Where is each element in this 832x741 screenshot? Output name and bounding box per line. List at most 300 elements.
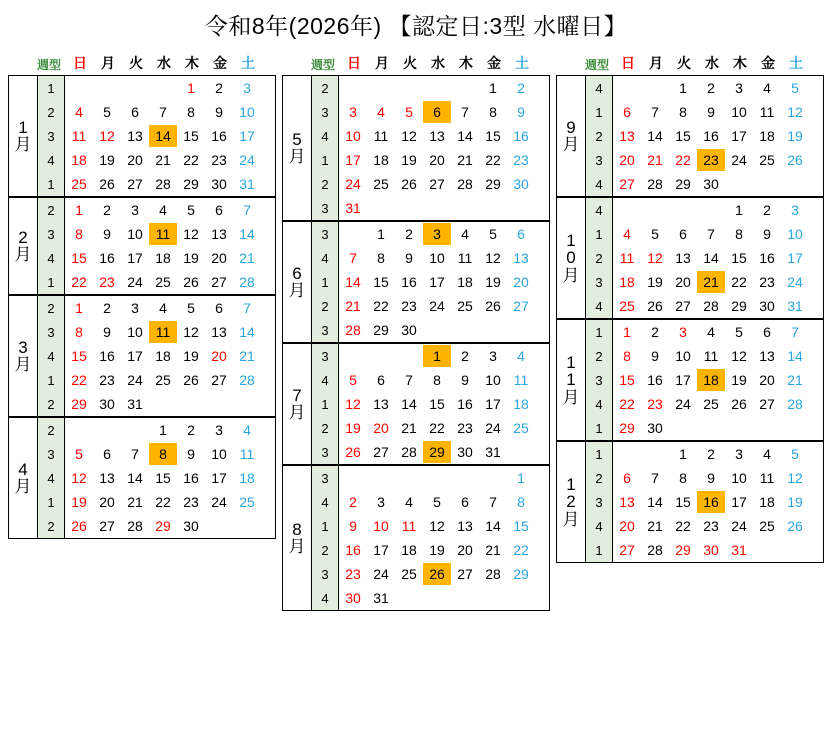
day-cell[interactable]: 16 bbox=[759, 250, 775, 266]
day-cell[interactable]: 13 bbox=[675, 250, 691, 266]
day-cell[interactable]: 20 bbox=[211, 250, 227, 266]
day-cell[interactable]: 3 bbox=[791, 202, 799, 218]
day-cell[interactable]: 27 bbox=[429, 176, 445, 192]
day-cell[interactable]: 15 bbox=[731, 250, 747, 266]
day-cell[interactable]: 10 bbox=[127, 324, 143, 340]
day-cell[interactable]: 17 bbox=[731, 128, 747, 144]
day-cell[interactable]: 23 bbox=[345, 566, 361, 582]
day-cell[interactable]: 4 bbox=[159, 202, 167, 218]
day-cell[interactable]: 24 bbox=[787, 274, 803, 290]
day-cell[interactable]: 29 bbox=[373, 322, 389, 338]
day-cell[interactable]: 21 bbox=[647, 518, 663, 534]
day-cell[interactable]: 20 bbox=[127, 152, 143, 168]
day-cell[interactable]: 28 bbox=[127, 518, 143, 534]
day-cell[interactable]: 11 bbox=[759, 470, 775, 486]
day-cell[interactable]: 23 bbox=[703, 518, 719, 534]
day-cell[interactable]: 28 bbox=[787, 396, 803, 412]
day-cell[interactable]: 14 bbox=[127, 470, 143, 486]
day-cell[interactable]: 10 bbox=[675, 348, 691, 364]
day-cell[interactable]: 8 bbox=[623, 348, 631, 364]
day-cell[interactable]: 3 bbox=[215, 422, 223, 438]
day-cell[interactable]: 1 bbox=[735, 202, 743, 218]
day-cell[interactable]: 31 bbox=[345, 200, 361, 216]
day-cell-marked[interactable]: 16 bbox=[697, 491, 725, 513]
day-cell[interactable]: 7 bbox=[461, 104, 469, 120]
day-cell[interactable]: 3 bbox=[243, 80, 251, 96]
day-cell[interactable]: 16 bbox=[99, 348, 115, 364]
day-cell[interactable]: 11 bbox=[619, 250, 635, 266]
day-cell[interactable]: 13 bbox=[513, 250, 529, 266]
day-cell[interactable]: 18 bbox=[155, 250, 171, 266]
day-cell[interactable]: 1 bbox=[489, 80, 497, 96]
day-cell[interactable]: 11 bbox=[513, 372, 529, 388]
day-cell[interactable]: 27 bbox=[619, 176, 635, 192]
day-cell[interactable]: 6 bbox=[763, 324, 771, 340]
day-cell[interactable]: 18 bbox=[759, 494, 775, 510]
day-cell[interactable]: 17 bbox=[787, 250, 803, 266]
day-cell[interactable]: 25 bbox=[759, 518, 775, 534]
day-cell[interactable]: 18 bbox=[759, 128, 775, 144]
day-cell[interactable]: 21 bbox=[401, 420, 417, 436]
day-cell[interactable]: 29 bbox=[485, 176, 501, 192]
day-cell[interactable]: 10 bbox=[731, 470, 747, 486]
day-cell[interactable]: 18 bbox=[71, 152, 87, 168]
day-cell[interactable]: 7 bbox=[243, 202, 251, 218]
day-cell[interactable]: 29 bbox=[675, 176, 691, 192]
day-cell[interactable]: 16 bbox=[99, 250, 115, 266]
day-cell[interactable]: 6 bbox=[215, 300, 223, 316]
day-cell[interactable]: 23 bbox=[99, 372, 115, 388]
day-cell[interactable]: 2 bbox=[103, 300, 111, 316]
day-cell[interactable]: 9 bbox=[651, 348, 659, 364]
day-cell[interactable]: 16 bbox=[457, 396, 473, 412]
day-cell[interactable]: 23 bbox=[513, 152, 529, 168]
day-cell[interactable]: 17 bbox=[485, 396, 501, 412]
day-cell[interactable]: 31 bbox=[239, 176, 255, 192]
day-cell[interactable]: 5 bbox=[405, 104, 413, 120]
day-cell[interactable]: 22 bbox=[731, 274, 747, 290]
day-cell[interactable]: 13 bbox=[619, 128, 635, 144]
day-cell[interactable]: 1 bbox=[377, 226, 385, 242]
day-cell[interactable]: 20 bbox=[211, 348, 227, 364]
day-cell[interactable]: 14 bbox=[647, 128, 663, 144]
day-cell[interactable]: 10 bbox=[485, 372, 501, 388]
day-cell[interactable]: 19 bbox=[99, 152, 115, 168]
day-cell[interactable]: 31 bbox=[731, 542, 747, 558]
day-cell[interactable]: 5 bbox=[651, 226, 659, 242]
day-cell[interactable]: 9 bbox=[707, 104, 715, 120]
day-cell[interactable]: 30 bbox=[183, 518, 199, 534]
day-cell[interactable]: 9 bbox=[461, 372, 469, 388]
day-cell[interactable]: 10 bbox=[373, 518, 389, 534]
day-cell[interactable]: 4 bbox=[763, 80, 771, 96]
day-cell[interactable]: 22 bbox=[71, 372, 87, 388]
day-cell[interactable]: 7 bbox=[131, 446, 139, 462]
day-cell[interactable]: 12 bbox=[401, 128, 417, 144]
day-cell[interactable]: 2 bbox=[187, 422, 195, 438]
day-cell[interactable]: 4 bbox=[377, 104, 385, 120]
day-cell-marked[interactable]: 23 bbox=[697, 149, 725, 171]
day-cell[interactable]: 11 bbox=[401, 518, 417, 534]
day-cell[interactable]: 6 bbox=[103, 446, 111, 462]
day-cell[interactable]: 25 bbox=[239, 494, 255, 510]
day-cell[interactable]: 15 bbox=[155, 470, 171, 486]
day-cell[interactable]: 30 bbox=[513, 176, 529, 192]
day-cell[interactable]: 27 bbox=[513, 298, 529, 314]
day-cell[interactable]: 5 bbox=[791, 80, 799, 96]
day-cell[interactable]: 2 bbox=[215, 80, 223, 96]
day-cell[interactable]: 4 bbox=[461, 226, 469, 242]
day-cell[interactable]: 1 bbox=[75, 300, 83, 316]
day-cell[interactable]: 25 bbox=[373, 176, 389, 192]
day-cell[interactable]: 19 bbox=[731, 372, 747, 388]
day-cell[interactable]: 21 bbox=[485, 542, 501, 558]
day-cell[interactable]: 21 bbox=[787, 372, 803, 388]
day-cell[interactable]: 19 bbox=[401, 152, 417, 168]
day-cell[interactable]: 12 bbox=[71, 470, 87, 486]
day-cell[interactable]: 30 bbox=[457, 444, 473, 460]
day-cell[interactable]: 12 bbox=[345, 396, 361, 412]
day-cell[interactable]: 12 bbox=[183, 226, 199, 242]
day-cell[interactable]: 27 bbox=[211, 372, 227, 388]
day-cell[interactable]: 7 bbox=[489, 494, 497, 510]
day-cell[interactable]: 22 bbox=[485, 152, 501, 168]
day-cell-marked[interactable]: 21 bbox=[697, 271, 725, 293]
day-cell[interactable]: 21 bbox=[239, 250, 255, 266]
day-cell[interactable]: 2 bbox=[707, 446, 715, 462]
day-cell[interactable]: 22 bbox=[675, 518, 691, 534]
day-cell[interactable]: 15 bbox=[675, 128, 691, 144]
day-cell[interactable]: 8 bbox=[679, 104, 687, 120]
day-cell[interactable]: 28 bbox=[239, 274, 255, 290]
day-cell[interactable]: 3 bbox=[489, 348, 497, 364]
day-cell[interactable]: 5 bbox=[349, 372, 357, 388]
day-cell[interactable]: 1 bbox=[159, 422, 167, 438]
day-cell[interactable]: 17 bbox=[373, 542, 389, 558]
day-cell[interactable]: 13 bbox=[373, 396, 389, 412]
day-cell[interactable]: 7 bbox=[159, 104, 167, 120]
day-cell[interactable]: 9 bbox=[349, 518, 357, 534]
day-cell[interactable]: 6 bbox=[679, 226, 687, 242]
day-cell[interactable]: 1 bbox=[187, 80, 195, 96]
day-cell[interactable]: 16 bbox=[183, 470, 199, 486]
day-cell[interactable]: 13 bbox=[127, 128, 143, 144]
day-cell[interactable]: 6 bbox=[461, 494, 469, 510]
day-cell[interactable]: 14 bbox=[239, 226, 255, 242]
day-cell-marked[interactable]: 26 bbox=[423, 563, 451, 585]
day-cell[interactable]: 26 bbox=[71, 518, 87, 534]
day-cell[interactable]: 8 bbox=[433, 372, 441, 388]
day-cell[interactable]: 31 bbox=[127, 396, 143, 412]
day-cell[interactable]: 25 bbox=[155, 274, 171, 290]
day-cell[interactable]: 18 bbox=[619, 274, 635, 290]
day-cell[interactable]: 3 bbox=[679, 324, 687, 340]
day-cell[interactable]: 19 bbox=[647, 274, 663, 290]
day-cell[interactable]: 16 bbox=[647, 372, 663, 388]
day-cell[interactable]: 2 bbox=[763, 202, 771, 218]
day-cell[interactable]: 21 bbox=[239, 348, 255, 364]
day-cell[interactable]: 23 bbox=[211, 152, 227, 168]
day-cell[interactable]: 3 bbox=[349, 104, 357, 120]
day-cell[interactable]: 24 bbox=[345, 176, 361, 192]
day-cell[interactable]: 14 bbox=[703, 250, 719, 266]
day-cell[interactable]: 23 bbox=[99, 274, 115, 290]
day-cell[interactable]: 19 bbox=[71, 494, 87, 510]
day-cell[interactable]: 7 bbox=[405, 372, 413, 388]
day-cell[interactable]: 5 bbox=[187, 202, 195, 218]
day-cell[interactable]: 26 bbox=[731, 396, 747, 412]
day-cell[interactable]: 2 bbox=[517, 80, 525, 96]
day-cell[interactable]: 6 bbox=[131, 104, 139, 120]
day-cell[interactable]: 13 bbox=[99, 470, 115, 486]
day-cell[interactable]: 19 bbox=[183, 348, 199, 364]
day-cell[interactable]: 24 bbox=[373, 566, 389, 582]
day-cell[interactable]: 28 bbox=[485, 566, 501, 582]
day-cell[interactable]: 13 bbox=[759, 348, 775, 364]
day-cell[interactable]: 22 bbox=[183, 152, 199, 168]
day-cell[interactable]: 15 bbox=[71, 348, 87, 364]
day-cell[interactable]: 9 bbox=[215, 104, 223, 120]
day-cell[interactable]: 8 bbox=[377, 250, 385, 266]
day-cell[interactable]: 15 bbox=[485, 128, 501, 144]
day-cell[interactable]: 26 bbox=[183, 274, 199, 290]
day-cell[interactable]: 29 bbox=[183, 176, 199, 192]
day-cell-marked[interactable]: 3 bbox=[423, 223, 451, 245]
day-cell[interactable]: 9 bbox=[103, 324, 111, 340]
day-cell[interactable]: 21 bbox=[345, 298, 361, 314]
day-cell[interactable]: 17 bbox=[731, 494, 747, 510]
day-cell[interactable]: 27 bbox=[675, 298, 691, 314]
day-cell[interactable]: 16 bbox=[401, 274, 417, 290]
day-cell[interactable]: 7 bbox=[651, 470, 659, 486]
day-cell[interactable]: 15 bbox=[513, 518, 529, 534]
day-cell[interactable]: 1 bbox=[75, 202, 83, 218]
day-cell[interactable]: 14 bbox=[485, 518, 501, 534]
day-cell[interactable]: 4 bbox=[517, 348, 525, 364]
day-cell[interactable]: 8 bbox=[75, 226, 83, 242]
day-cell[interactable]: 9 bbox=[517, 104, 525, 120]
day-cell[interactable]: 31 bbox=[485, 444, 501, 460]
day-cell[interactable]: 23 bbox=[647, 396, 663, 412]
day-cell[interactable]: 26 bbox=[99, 176, 115, 192]
day-cell[interactable]: 24 bbox=[731, 518, 747, 534]
day-cell[interactable]: 15 bbox=[429, 396, 445, 412]
day-cell[interactable]: 19 bbox=[787, 128, 803, 144]
day-cell[interactable]: 22 bbox=[373, 298, 389, 314]
day-cell[interactable]: 25 bbox=[759, 152, 775, 168]
day-cell[interactable]: 9 bbox=[405, 250, 413, 266]
day-cell[interactable]: 24 bbox=[675, 396, 691, 412]
day-cell[interactable]: 12 bbox=[731, 348, 747, 364]
day-cell[interactable]: 6 bbox=[215, 202, 223, 218]
day-cell[interactable]: 16 bbox=[345, 542, 361, 558]
day-cell[interactable]: 21 bbox=[457, 152, 473, 168]
day-cell[interactable]: 7 bbox=[243, 300, 251, 316]
day-cell[interactable]: 27 bbox=[759, 396, 775, 412]
day-cell[interactable]: 2 bbox=[461, 348, 469, 364]
day-cell[interactable]: 26 bbox=[401, 176, 417, 192]
day-cell[interactable]: 11 bbox=[759, 104, 775, 120]
day-cell[interactable]: 20 bbox=[99, 494, 115, 510]
day-cell[interactable]: 22 bbox=[619, 396, 635, 412]
day-cell[interactable]: 10 bbox=[211, 446, 227, 462]
day-cell[interactable]: 14 bbox=[345, 274, 361, 290]
day-cell[interactable]: 24 bbox=[485, 420, 501, 436]
day-cell[interactable]: 3 bbox=[131, 202, 139, 218]
day-cell[interactable]: 21 bbox=[127, 494, 143, 510]
day-cell[interactable]: 19 bbox=[429, 542, 445, 558]
day-cell[interactable]: 30 bbox=[99, 396, 115, 412]
day-cell[interactable]: 10 bbox=[345, 128, 361, 144]
day-cell[interactable]: 25 bbox=[457, 298, 473, 314]
day-cell[interactable]: 4 bbox=[405, 494, 413, 510]
day-cell[interactable]: 14 bbox=[401, 396, 417, 412]
day-cell[interactable]: 18 bbox=[239, 470, 255, 486]
day-cell[interactable]: 11 bbox=[457, 250, 473, 266]
day-cell[interactable]: 28 bbox=[345, 322, 361, 338]
day-cell[interactable]: 11 bbox=[71, 128, 87, 144]
day-cell[interactable]: 15 bbox=[373, 274, 389, 290]
day-cell[interactable]: 13 bbox=[619, 494, 635, 510]
day-cell[interactable]: 28 bbox=[401, 444, 417, 460]
day-cell-marked[interactable]: 6 bbox=[423, 101, 451, 123]
day-cell[interactable]: 12 bbox=[429, 518, 445, 534]
day-cell[interactable]: 27 bbox=[457, 566, 473, 582]
day-cell[interactable]: 12 bbox=[99, 128, 115, 144]
day-cell[interactable]: 19 bbox=[183, 250, 199, 266]
day-cell-marked[interactable]: 11 bbox=[149, 321, 177, 343]
day-cell[interactable]: 27 bbox=[211, 274, 227, 290]
day-cell[interactable]: 27 bbox=[99, 518, 115, 534]
day-cell[interactable]: 12 bbox=[183, 324, 199, 340]
day-cell[interactable]: 14 bbox=[239, 324, 255, 340]
day-cell[interactable]: 27 bbox=[373, 444, 389, 460]
day-cell[interactable]: 18 bbox=[155, 348, 171, 364]
day-cell[interactable]: 17 bbox=[345, 152, 361, 168]
day-cell[interactable]: 28 bbox=[239, 372, 255, 388]
day-cell[interactable]: 26 bbox=[787, 518, 803, 534]
day-cell[interactable]: 19 bbox=[787, 494, 803, 510]
day-cell[interactable]: 10 bbox=[239, 104, 255, 120]
day-cell-marked[interactable]: 8 bbox=[149, 443, 177, 465]
day-cell[interactable]: 14 bbox=[457, 128, 473, 144]
day-cell[interactable]: 8 bbox=[517, 494, 525, 510]
day-cell[interactable]: 12 bbox=[485, 250, 501, 266]
day-cell[interactable]: 26 bbox=[787, 152, 803, 168]
day-cell[interactable]: 17 bbox=[239, 128, 255, 144]
day-cell[interactable]: 25 bbox=[619, 298, 635, 314]
day-cell[interactable]: 19 bbox=[345, 420, 361, 436]
day-cell[interactable]: 24 bbox=[429, 298, 445, 314]
day-cell[interactable]: 5 bbox=[489, 226, 497, 242]
day-cell[interactable]: 18 bbox=[513, 396, 529, 412]
day-cell[interactable]: 15 bbox=[619, 372, 635, 388]
day-cell[interactable]: 27 bbox=[619, 542, 635, 558]
day-cell[interactable]: 22 bbox=[675, 152, 691, 168]
day-cell[interactable]: 31 bbox=[373, 590, 389, 606]
day-cell[interactable]: 19 bbox=[485, 274, 501, 290]
day-cell[interactable]: 24 bbox=[731, 152, 747, 168]
day-cell[interactable]: 3 bbox=[377, 494, 385, 510]
day-cell[interactable]: 1 bbox=[623, 324, 631, 340]
day-cell[interactable]: 3 bbox=[735, 446, 743, 462]
day-cell[interactable]: 16 bbox=[703, 128, 719, 144]
day-cell[interactable]: 21 bbox=[155, 152, 171, 168]
day-cell[interactable]: 26 bbox=[345, 444, 361, 460]
day-cell[interactable]: 2 bbox=[405, 226, 413, 242]
day-cell[interactable]: 25 bbox=[513, 420, 529, 436]
day-cell[interactable]: 5 bbox=[75, 446, 83, 462]
day-cell[interactable]: 17 bbox=[211, 470, 227, 486]
day-cell[interactable]: 30 bbox=[211, 176, 227, 192]
day-cell[interactable]: 26 bbox=[647, 298, 663, 314]
day-cell[interactable]: 2 bbox=[349, 494, 357, 510]
day-cell[interactable]: 29 bbox=[619, 420, 635, 436]
day-cell[interactable]: 9 bbox=[707, 470, 715, 486]
day-cell[interactable]: 23 bbox=[401, 298, 417, 314]
day-cell[interactable]: 1 bbox=[679, 80, 687, 96]
day-cell[interactable]: 17 bbox=[429, 274, 445, 290]
day-cell[interactable]: 26 bbox=[485, 298, 501, 314]
day-cell-marked[interactable]: 29 bbox=[423, 441, 451, 463]
day-cell[interactable]: 8 bbox=[489, 104, 497, 120]
day-cell[interactable]: 4 bbox=[763, 446, 771, 462]
day-cell[interactable]: 15 bbox=[71, 250, 87, 266]
day-cell[interactable]: 5 bbox=[735, 324, 743, 340]
day-cell[interactable]: 2 bbox=[651, 324, 659, 340]
day-cell[interactable]: 6 bbox=[377, 372, 385, 388]
day-cell[interactable]: 9 bbox=[187, 446, 195, 462]
day-cell[interactable]: 30 bbox=[703, 176, 719, 192]
day-cell[interactable]: 29 bbox=[675, 542, 691, 558]
day-cell[interactable]: 20 bbox=[759, 372, 775, 388]
day-cell[interactable]: 14 bbox=[647, 494, 663, 510]
day-cell[interactable]: 24 bbox=[239, 152, 255, 168]
day-cell[interactable]: 4 bbox=[75, 104, 83, 120]
day-cell[interactable]: 10 bbox=[731, 104, 747, 120]
day-cell[interactable]: 10 bbox=[127, 226, 143, 242]
day-cell[interactable]: 15 bbox=[675, 494, 691, 510]
day-cell-marked[interactable]: 14 bbox=[149, 125, 177, 147]
day-cell[interactable]: 3 bbox=[735, 80, 743, 96]
day-cell[interactable]: 5 bbox=[433, 494, 441, 510]
day-cell-marked[interactable]: 18 bbox=[697, 369, 725, 391]
day-cell[interactable]: 1 bbox=[679, 446, 687, 462]
day-cell[interactable]: 22 bbox=[513, 542, 529, 558]
day-cell[interactable]: 29 bbox=[731, 298, 747, 314]
day-cell[interactable]: 24 bbox=[127, 274, 143, 290]
day-cell[interactable]: 16 bbox=[211, 128, 227, 144]
day-cell[interactable]: 10 bbox=[429, 250, 445, 266]
day-cell[interactable]: 10 bbox=[787, 226, 803, 242]
day-cell[interactable]: 8 bbox=[187, 104, 195, 120]
day-cell[interactable]: 31 bbox=[787, 298, 803, 314]
day-cell[interactable]: 4 bbox=[159, 300, 167, 316]
day-cell[interactable]: 5 bbox=[187, 300, 195, 316]
day-cell[interactable]: 28 bbox=[647, 542, 663, 558]
day-cell[interactable]: 8 bbox=[679, 470, 687, 486]
day-cell[interactable]: 30 bbox=[345, 590, 361, 606]
day-cell[interactable]: 28 bbox=[457, 176, 473, 192]
day-cell[interactable]: 13 bbox=[457, 518, 473, 534]
day-cell[interactable]: 20 bbox=[675, 274, 691, 290]
day-cell[interactable]: 23 bbox=[759, 274, 775, 290]
day-cell[interactable]: 16 bbox=[513, 128, 529, 144]
day-cell[interactable]: 2 bbox=[707, 80, 715, 96]
day-cell[interactable]: 18 bbox=[373, 152, 389, 168]
day-cell[interactable]: 18 bbox=[457, 274, 473, 290]
day-cell[interactable]: 20 bbox=[429, 152, 445, 168]
